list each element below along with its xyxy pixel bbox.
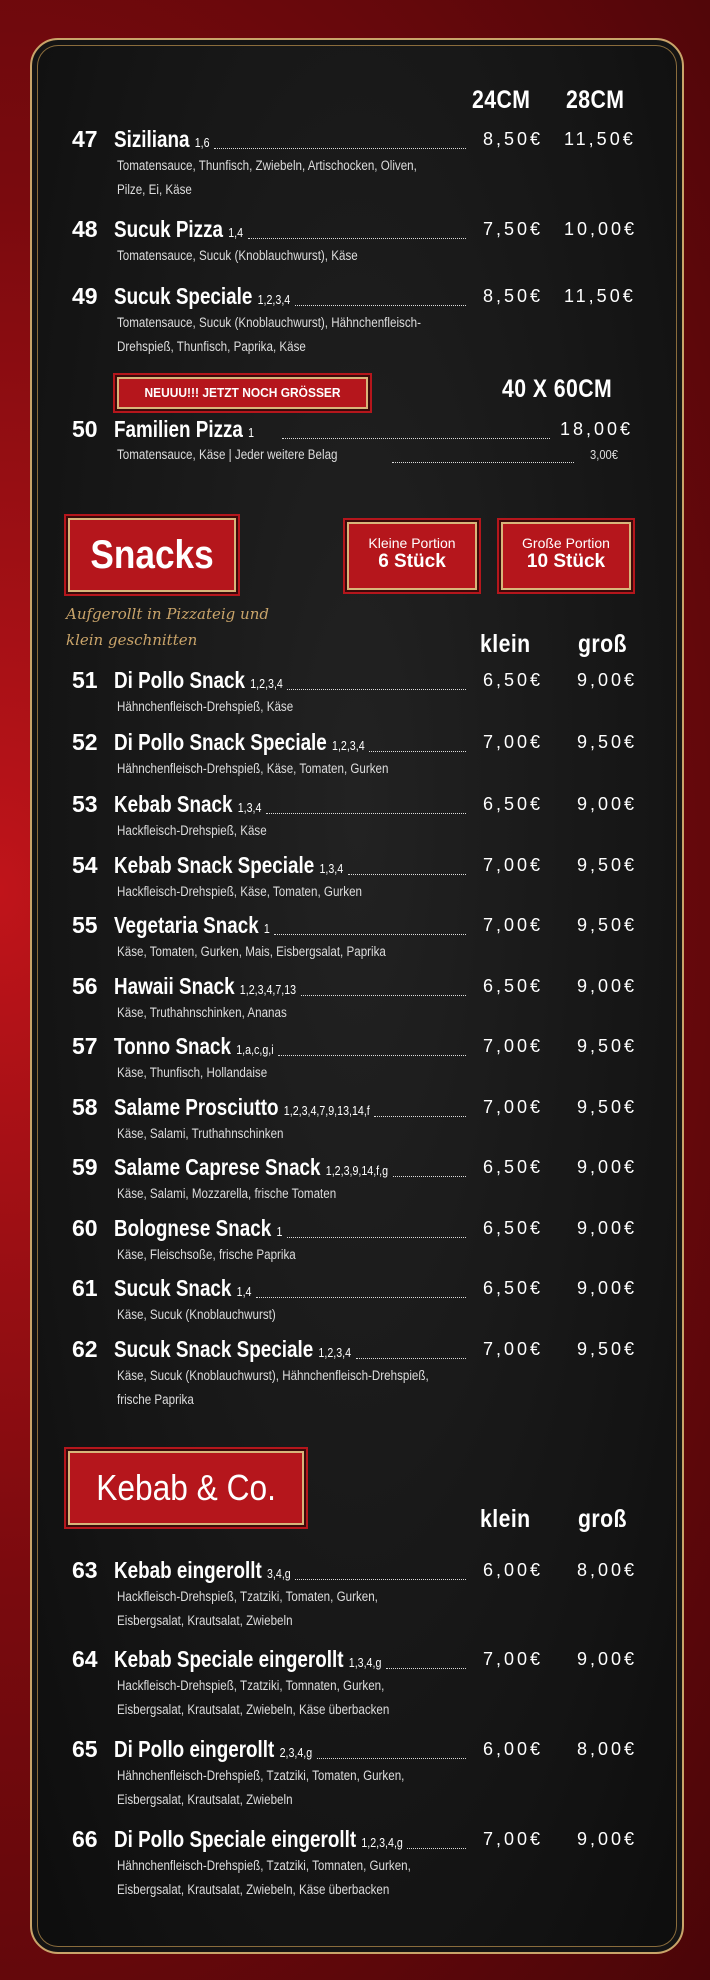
allergen-codes: 1,a,c,g,i <box>236 1042 274 1057</box>
item-description: Hähnchenfleisch-Drehspieß, Käse, Tomaten, Gurken <box>117 761 389 776</box>
allergen-codes: 1 <box>276 1224 283 1239</box>
item-description: Käse, Salami, Mozzarella, frische Tomaten <box>117 1186 337 1201</box>
item-description: frische Paprika <box>117 1392 194 1407</box>
allergen-codes: 1 <box>263 921 270 936</box>
allergen-codes: 1,3,4,g <box>348 1655 382 1670</box>
price-small: 7,00€ <box>483 855 544 875</box>
section-title-text: Snacks <box>90 533 214 577</box>
item-description: Drehspieß, Thunfisch, Paprika, Käse <box>117 339 306 354</box>
price-large: 11,50€ <box>564 129 636 149</box>
item-description: Eisbergsalat, Krautsalat, Zwiebeln, Käse überbacken <box>117 1882 390 1897</box>
price-large: 9,50€ <box>577 915 638 935</box>
item-description: Eisbergsalat, Krautsalat, Zwiebeln <box>117 1792 293 1807</box>
section-title-kebab <box>68 1451 304 1525</box>
item-number: 54 <box>72 852 98 878</box>
item-description: Käse, Fleischsoße, frische Paprika <box>117 1247 296 1262</box>
price-large: 9,50€ <box>577 855 638 875</box>
item-description: Käse, Sucuk (Knoblauchwurst), Hähnchenfleisch-Drehspieß, <box>117 1368 429 1383</box>
allergen-codes: 1,4 <box>228 225 244 240</box>
price-large: 9,00€ <box>577 1649 638 1669</box>
item-name-text: Sucuk Speciale <box>114 283 253 309</box>
portion-big-badge <box>501 522 631 590</box>
item-description: Hähnchenfleisch-Drehspieß, Tzatziki, Tomaten, Gurken, <box>117 1768 405 1783</box>
allergen-codes: 1,2,3,4 <box>257 292 291 307</box>
item-name-text: Tonno Snack <box>114 1033 232 1059</box>
item-name <box>114 729 365 756</box>
price-large: 9,50€ <box>577 1036 638 1056</box>
price-small: 7,00€ <box>483 915 544 935</box>
item-number: 61 <box>72 1275 98 1301</box>
dotted-leader <box>301 995 466 996</box>
dotted-leader <box>214 148 466 149</box>
price-small: 8,50€ <box>483 286 544 306</box>
allergen-codes: 1,2,3,4 <box>332 738 365 753</box>
item-description: Käse, Salami, Truthahnschinken <box>117 1126 284 1141</box>
price-large: 8,00€ <box>577 1560 638 1580</box>
column-header-small: klein <box>480 630 531 658</box>
price-large: 9,00€ <box>577 1278 638 1298</box>
price-large: 8,00€ <box>577 1739 638 1759</box>
item-number: 50 <box>72 416 98 442</box>
item-description: Käse, Sucuk (Knoblauchwurst) <box>117 1307 276 1322</box>
price-large: 9,00€ <box>577 670 638 690</box>
item-description: Eisbergsalat, Krautsalat, Zwiebeln <box>117 1613 293 1628</box>
item-number: 55 <box>72 912 98 938</box>
dotted-leader <box>266 813 466 814</box>
price-large: 9,00€ <box>577 1829 638 1849</box>
item-name-text: Sucuk Snack <box>114 1275 232 1301</box>
dotted-leader <box>287 1237 466 1238</box>
item-description: Eisbergsalat, Krautsalat, Zwiebeln, Käse überbacken <box>117 1702 390 1717</box>
item-name-text: Kebab eingerollt <box>114 1557 262 1583</box>
price-large: 9,00€ <box>577 794 638 814</box>
item-name <box>114 667 283 694</box>
item-name-text: Sucuk Snack Speciale <box>114 1336 314 1362</box>
price-small: 7,00€ <box>483 1829 544 1849</box>
dotted-leader <box>317 1758 466 1759</box>
allergen-codes: 1 <box>248 425 255 440</box>
item-name <box>114 912 270 939</box>
portion-small-badge <box>347 522 477 590</box>
allergen-codes: 1,3,4 <box>237 800 262 815</box>
subtitle-line: Aufgerollt in Pizzateig und <box>66 605 269 623</box>
item-description: Hähnchenfleisch-Drehspieß, Käse <box>117 699 294 714</box>
price-small: 7,00€ <box>483 1339 544 1359</box>
item-description: Käse, Thunfisch, Hollandaise <box>117 1065 268 1080</box>
item-number: 59 <box>72 1154 98 1180</box>
dotted-leader <box>295 1579 466 1580</box>
portion-label: Kleine Portion <box>368 535 456 551</box>
item-name-text: Di Pollo eingerollt <box>114 1736 275 1762</box>
item-name <box>114 1557 291 1584</box>
dotted-leader <box>295 305 466 306</box>
price-large: 11,50€ <box>564 286 636 306</box>
price-small: 6,00€ <box>483 1560 544 1580</box>
item-number: 56 <box>72 973 98 999</box>
item-name-text: Kebab Snack Speciale <box>114 852 315 878</box>
price-small: 6,00€ <box>483 1739 544 1759</box>
price-large: 9,50€ <box>577 732 638 752</box>
item-name <box>114 1826 403 1853</box>
item-name <box>114 973 296 1000</box>
dotted-leader <box>274 934 466 935</box>
allergen-codes: 2,3,4,g <box>279 1745 313 1760</box>
item-name-text: Hawaii Snack <box>114 973 235 999</box>
item-name-text: Kebab Speciale eingerollt <box>114 1646 344 1672</box>
price-small: 7,00€ <box>483 732 544 752</box>
item-name <box>114 283 290 310</box>
price-large: 10,00€ <box>564 219 638 239</box>
allergen-codes: 1,2,3,9,14,f,g <box>325 1163 389 1178</box>
column-header-small: klein <box>480 1505 531 1533</box>
portion-label: Große Portion <box>522 535 610 551</box>
dotted-leader <box>369 751 466 752</box>
allergen-codes: 1,2,3,4 <box>250 676 283 691</box>
dotted-leader <box>393 1176 466 1177</box>
item-number: 57 <box>72 1033 98 1059</box>
item-name-text: Di Pollo Snack Speciale <box>114 729 327 755</box>
price-small: 6,50€ <box>483 1278 544 1298</box>
price-small: 6,50€ <box>483 1218 544 1238</box>
snacks-subtitle <box>66 601 269 653</box>
item-description: Hackfleisch-Drehspieß, Tzatziki, Tomaten, Gurken, <box>117 1589 378 1604</box>
item-name-text: Salame Caprese Snack <box>114 1154 321 1180</box>
portion-count: 10 Stück <box>526 551 606 572</box>
item-number: 66 <box>72 1826 98 1852</box>
allergen-codes: 1,4 <box>236 1284 252 1299</box>
item-name <box>114 1215 282 1242</box>
price-large: 9,50€ <box>577 1097 638 1117</box>
item-name <box>114 1336 351 1363</box>
item-name-text: Kebab Snack <box>114 791 233 817</box>
item-name <box>114 1154 388 1181</box>
section-title-snacks <box>68 518 236 592</box>
section-title-text: Kebab & Co. <box>96 1467 276 1508</box>
item-number: 65 <box>72 1736 98 1762</box>
price-large: 9,00€ <box>577 976 638 996</box>
column-header-big: groß <box>578 630 627 658</box>
price-small: 6,50€ <box>483 670 544 690</box>
item-name <box>114 1033 274 1060</box>
item-description: Käse, Tomaten, Gurken, Mais, Eisbergsalat, Paprika <box>117 944 386 959</box>
dotted-leader <box>392 462 574 463</box>
item-name <box>114 216 243 243</box>
item-description: Hackfleisch-Drehspieß, Käse <box>117 823 267 838</box>
dotted-leader <box>256 1297 466 1298</box>
item-name <box>114 1275 251 1302</box>
item-description: Käse, Truthahnschinken, Ananas <box>117 1005 287 1020</box>
item-number: 48 <box>72 216 98 242</box>
extra-topping-price: 3,00€ <box>590 447 618 462</box>
size-header-28: 28CM <box>566 86 625 114</box>
item-name-text: Sucuk Pizza <box>114 216 224 242</box>
allergen-codes: 3,4,g <box>267 1566 291 1581</box>
price-family: 18,00€ <box>560 419 634 439</box>
price-small: 8,50€ <box>483 129 544 149</box>
allergen-codes: 1,2,3,4,7,13 <box>239 982 297 997</box>
item-description: Hackfleisch-Drehspieß, Tzatziki, Tomnaten, Gurken, <box>117 1678 385 1693</box>
price-large: 9,50€ <box>577 1339 638 1359</box>
item-description: Tomatensauce, Sucuk (Knoblauchwurst), Käse <box>117 248 358 263</box>
item-description: Tomatensauce, Käse | Jeder weitere Belag <box>117 447 338 462</box>
item-name-text: Salame Prosciutto <box>114 1094 279 1120</box>
dotted-leader <box>407 1848 466 1849</box>
item-description: Pilze, Ei, Käse <box>117 182 192 197</box>
item-name <box>114 1646 381 1673</box>
price-small: 6,50€ <box>483 794 544 814</box>
size-header-24: 24CM <box>472 86 531 114</box>
item-name-text: Vegetaria Snack <box>114 912 259 938</box>
item-number: 58 <box>72 1094 98 1120</box>
item-number: 52 <box>72 729 98 755</box>
dotted-leader <box>278 1055 466 1056</box>
item-number: 49 <box>72 283 98 309</box>
price-large: 9,00€ <box>577 1157 638 1177</box>
dotted-leader <box>356 1358 466 1359</box>
item-number: 60 <box>72 1215 98 1241</box>
dotted-leader <box>386 1668 466 1669</box>
item-number: 64 <box>72 1646 98 1672</box>
price-small: 7,00€ <box>483 1036 544 1056</box>
allergen-codes: 1,2,3,4 <box>318 1345 352 1360</box>
item-name-text: Siziliana <box>114 126 190 152</box>
item-number: 62 <box>72 1336 98 1362</box>
new-badge-text: NEUUU!!! JETZT NOCH GRÖSSER <box>144 385 341 400</box>
column-header-big: groß <box>578 1505 627 1533</box>
dotted-leader <box>287 689 466 690</box>
dotted-leader <box>282 438 550 439</box>
item-name <box>114 852 343 879</box>
item-name <box>114 126 210 153</box>
family-size-header: 40 X 60CM <box>502 375 613 403</box>
dotted-leader <box>348 874 466 875</box>
item-description: Tomatensauce, Thunfisch, Zwiebeln, Artischocken, Oliven, <box>117 158 417 173</box>
item-name-text: Familien Pizza <box>114 416 243 442</box>
item-number: 53 <box>72 791 98 817</box>
item-name-text: Bolognese Snack <box>114 1215 272 1241</box>
new-badge <box>117 377 368 409</box>
item-number: 51 <box>72 667 98 693</box>
price-large: 9,00€ <box>577 1218 638 1238</box>
allergen-codes: 1,6 <box>194 135 210 150</box>
dotted-leader <box>248 238 466 239</box>
allergen-codes: 1,3,4 <box>319 861 344 876</box>
item-name <box>114 1736 312 1763</box>
price-small: 7,00€ <box>483 1649 544 1669</box>
item-number: 47 <box>72 126 98 152</box>
allergen-codes: 1,2,3,4,7,9,13,14,f <box>283 1103 370 1118</box>
price-small: 7,00€ <box>483 1097 544 1117</box>
item-name <box>114 1094 370 1121</box>
item-name-text: Di Pollo Speciale eingerollt <box>114 1826 357 1852</box>
item-description: Hackfleisch-Drehspieß, Käse, Tomaten, Gurken <box>117 884 362 899</box>
item-description: Hähnchenfleisch-Drehspieß, Tzatziki, Tomnaten, Gurken, <box>117 1858 411 1873</box>
subtitle-line: klein geschnitten <box>66 631 198 649</box>
item-name <box>114 416 254 443</box>
item-name-text: Di Pollo Snack <box>114 667 246 693</box>
allergen-codes: 1,2,3,4,g <box>361 1835 403 1850</box>
item-number: 63 <box>72 1557 98 1583</box>
item-description: Tomatensauce, Sucuk (Knoblauchwurst), Hähnchenfleisch- <box>117 315 421 330</box>
price-small: 6,50€ <box>483 1157 544 1177</box>
portion-count: 6 Stück <box>378 551 446 572</box>
price-small: 7,50€ <box>483 219 544 239</box>
dotted-leader <box>374 1116 466 1117</box>
item-name <box>114 791 261 818</box>
price-small: 6,50€ <box>483 976 544 996</box>
